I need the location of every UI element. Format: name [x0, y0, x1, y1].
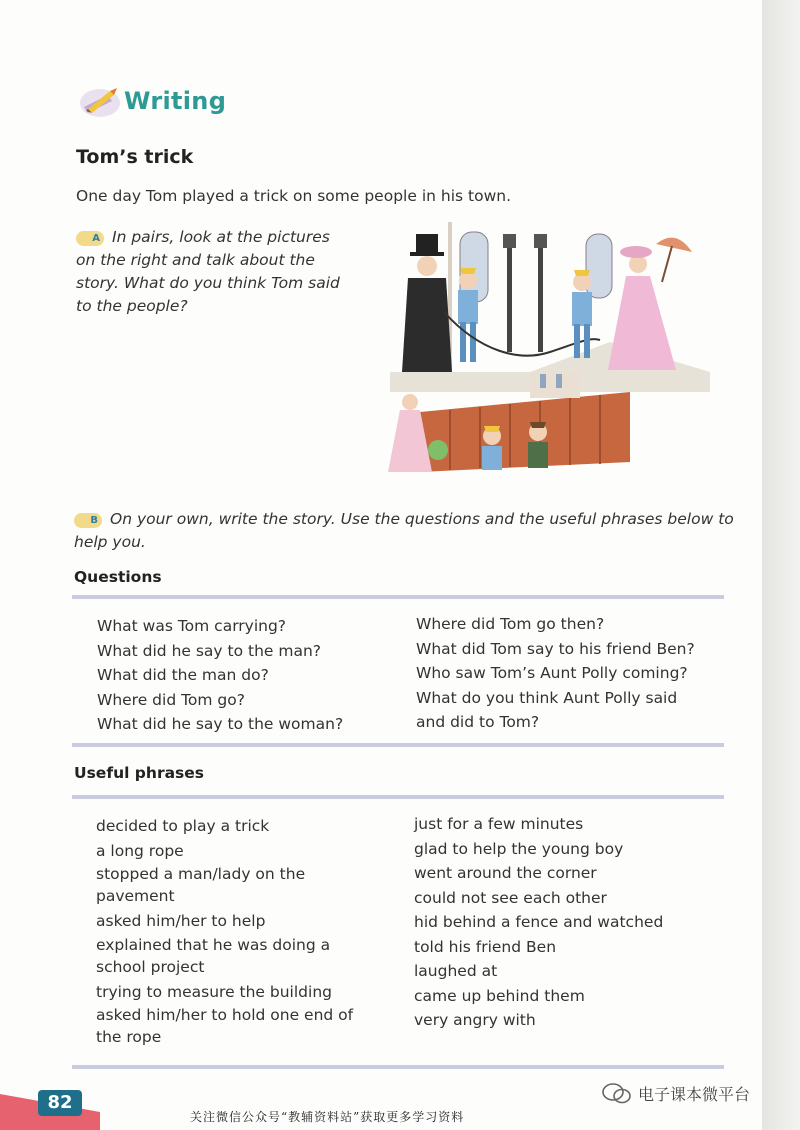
task-a-tag: A: [76, 231, 104, 246]
page-number: 82: [38, 1090, 82, 1116]
question-item: What did the man do?: [97, 666, 269, 684]
story-intro: One day Tom played a trick on some people in his town.: [76, 187, 511, 205]
question-item: What do you think Aunt Polly said: [416, 688, 678, 707]
phrases-top-rule: [72, 795, 724, 799]
watermark: [602, 1082, 750, 1105]
phrase-item: very angry with: [414, 1011, 536, 1029]
wechat-icon: [602, 1083, 632, 1105]
phrase-item: came up behind them: [414, 986, 585, 1005]
section-title: Writing: [124, 87, 227, 115]
task-b: [74, 508, 734, 554]
questions-bottom-rule: [72, 743, 724, 747]
question-item: Who saw Tom’s Aunt Polly coming?: [416, 664, 688, 682]
phrase-item: decided to play a trick: [96, 817, 270, 835]
phrase-item: trying to measure the building: [96, 982, 332, 1001]
question-item: What did Tom say to his friend Ben?: [416, 639, 695, 658]
phrases-left-column: [96, 814, 366, 1050]
phrases-right-column: [414, 812, 663, 1033]
question-item: What did he say to the man?: [97, 641, 322, 660]
phrase-item: laughed at: [414, 962, 498, 980]
story-illustration: [380, 222, 710, 484]
questions-top-rule: [72, 595, 724, 599]
questions-right-column: [416, 612, 695, 735]
questions-heading: Questions: [74, 568, 162, 586]
phrase-item: hid behind a fence and watched: [414, 913, 664, 931]
phrase-item: just for a few minutes: [414, 815, 584, 833]
task-a-text: In pairs, look at the pictures on the right and talk about the story. What do you think Tom said to the people?: [76, 228, 340, 315]
phrase-item: asked him/her to help: [96, 912, 266, 930]
phrase-item: asked him/her to hold one end of the rope: [96, 1006, 354, 1046]
page-spine: [762, 0, 800, 1130]
task-a: [76, 226, 346, 318]
phrase-item: a long rope: [96, 841, 184, 860]
phrase-item: told his friend Ben: [414, 937, 557, 956]
questions-left-column: [97, 614, 343, 737]
phrases-heading: Useful phrases: [74, 764, 205, 782]
story-title: Tom’s trick: [76, 146, 194, 168]
phrases-bottom-rule: [72, 1065, 724, 1069]
pencil-book-icon: [78, 83, 122, 119]
phrase-item: explained that he was doing a school project: [96, 935, 331, 976]
question-item: and did to Tom?: [416, 713, 540, 731]
phrase-item: went around the corner: [414, 864, 597, 882]
question-item: What did he say to the woman?: [97, 715, 344, 733]
question-item: What was Tom carrying?: [97, 617, 287, 635]
phrase-item: could not see each other: [414, 888, 607, 907]
question-item: Where did Tom go?: [97, 690, 245, 709]
phrase-item: glad to help the young boy: [414, 839, 624, 858]
question-item: Where did Tom go then?: [416, 615, 605, 633]
section-heading: [78, 78, 226, 124]
task-b-tag: B: [74, 513, 102, 528]
watermark-text: 电子课本微平台: [638, 1085, 751, 1104]
footer-note: 关注微信公众号“教辅资料站”获取更多学习资料: [190, 1110, 465, 1124]
task-b-text: On your own, write the story. Use the questions and the useful phrases below to help you.: [74, 510, 734, 551]
phrase-item: stopped a man/lady on the pavement: [96, 865, 306, 905]
